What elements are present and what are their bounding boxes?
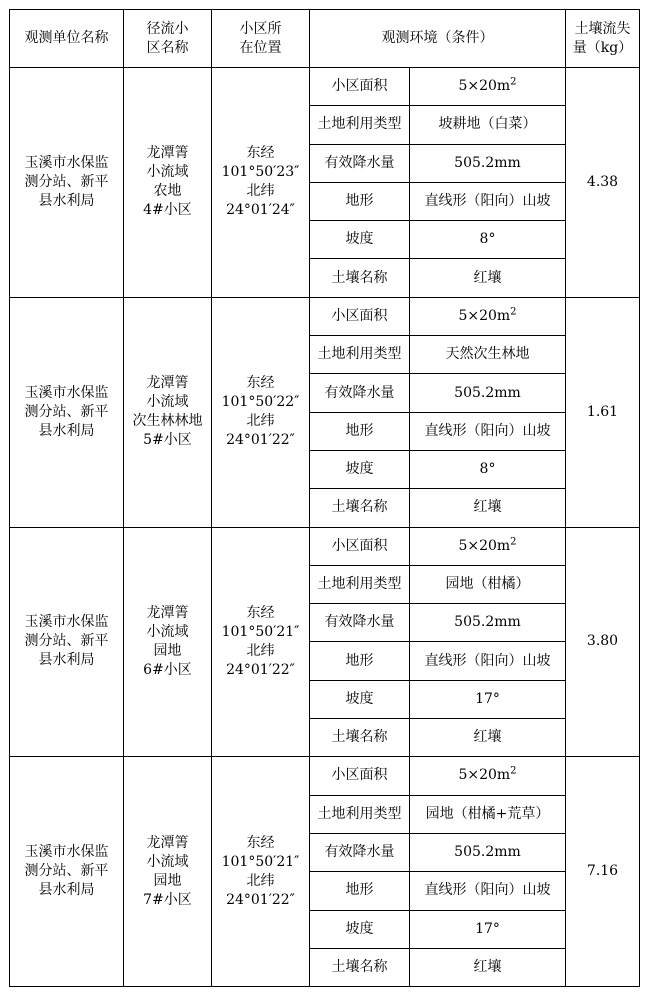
condition-value-text: 17°	[475, 920, 500, 937]
site-location-cell: 东经 101°50′21″ 北纬 24°01′22″	[212, 527, 310, 757]
condition-value	[410, 68, 566, 106]
condition-value	[410, 336, 566, 374]
condition-label: 土壤名称	[310, 489, 410, 527]
site-unit-cell: 玉溪市水保监 测分站、新平 县水利局	[10, 297, 124, 527]
soil-loss-value: 1.61	[566, 297, 640, 527]
condition-value-text: 505.2mm	[454, 614, 521, 631]
condition-value	[410, 795, 566, 833]
condition-value	[410, 948, 566, 986]
condition-value-text: 园地（柑橘）	[445, 576, 530, 592]
condition-label: 小区面积	[310, 757, 410, 795]
condition-value-text: 505.2mm	[454, 844, 521, 861]
site-watershed-cell: 龙潭箐 小流域 农地 4#小区	[124, 68, 212, 298]
site-watershed-cell: 龙潭箐 小流域 园地 7#小区	[124, 757, 212, 987]
condition-value-text: 红壤	[473, 269, 502, 286]
condition-label: 小区面积	[310, 527, 410, 565]
condition-label: 地形	[310, 872, 410, 910]
condition-value-text: 5×20m	[458, 78, 511, 95]
condition-label: 土壤名称	[310, 259, 410, 297]
condition-value	[410, 182, 566, 220]
condition-label: 有效降水量	[310, 144, 410, 182]
header-soil-loss: 土壤流失 量（kg）	[566, 10, 640, 68]
header-environment: 观测环境（条件）	[310, 10, 566, 68]
condition-value-text: 红壤	[473, 499, 502, 516]
soil-loss-value: 7.16	[566, 757, 640, 987]
condition-value	[410, 221, 566, 259]
table-row	[10, 527, 640, 565]
table-row	[10, 757, 640, 795]
condition-value-text: 直线形（阳向）山坡	[424, 882, 551, 899]
condition-label: 有效降水量	[310, 833, 410, 871]
condition-value	[410, 106, 566, 144]
site-unit-cell: 玉溪市水保监 测分站、新平 县水利局	[10, 68, 124, 298]
table-body	[10, 68, 640, 987]
condition-value	[410, 757, 566, 795]
condition-value-text: 直线形（阳向）山坡	[424, 652, 551, 669]
condition-value	[410, 259, 566, 297]
condition-value-text: 8°	[479, 231, 496, 248]
condition-value-text: 直线形（阳向）山坡	[424, 193, 551, 210]
condition-label: 土壤名称	[310, 948, 410, 986]
condition-value-text: 17°	[475, 690, 500, 707]
condition-label: 地形	[310, 642, 410, 680]
condition-value	[410, 297, 566, 335]
site-location-cell: 东经 101°50′21″ 北纬 24°01′22″	[212, 757, 310, 987]
condition-label: 有效降水量	[310, 374, 410, 412]
condition-value-text: 5×20m	[458, 767, 511, 784]
site-unit-cell: 玉溪市水保监 测分站、新平 县水利局	[10, 527, 124, 757]
condition-value	[410, 680, 566, 718]
observation-table	[9, 9, 640, 987]
condition-value	[410, 374, 566, 412]
header-location: 小区所 在位置	[212, 10, 310, 68]
condition-value	[410, 910, 566, 948]
condition-label: 地形	[310, 412, 410, 450]
condition-value-text: 园地（柑橘+荒草）	[425, 805, 550, 822]
condition-value	[410, 833, 566, 871]
site-watershed-cell: 龙潭箐 小流域 次生林林地 5#小区	[124, 297, 212, 527]
site-watershed-cell: 龙潭箐 小流域 园地 6#小区	[124, 527, 212, 757]
condition-value	[410, 642, 566, 680]
condition-value-text: 直线形（阳向）山坡	[424, 422, 551, 439]
condition-value-text: 红壤	[473, 729, 502, 746]
unit-superscript: 2	[510, 536, 517, 548]
condition-label: 小区面积	[310, 68, 410, 106]
condition-label: 坡度	[310, 221, 410, 259]
condition-value	[410, 527, 566, 565]
site-location-cell: 东经 101°50′23″ 北纬 24°01′24″	[212, 68, 310, 298]
condition-label: 小区面积	[310, 297, 410, 335]
condition-value	[410, 604, 566, 642]
header-unit: 观测单位名称	[10, 10, 124, 68]
unit-superscript: 2	[510, 76, 517, 88]
table-row	[10, 297, 640, 335]
condition-value	[410, 719, 566, 757]
condition-value	[410, 872, 566, 910]
table-header-row	[10, 10, 640, 68]
condition-value-text: 坡耕地（白菜）	[438, 116, 537, 133]
site-unit-cell: 玉溪市水保监 测分站、新平 县水利局	[10, 757, 124, 987]
condition-label: 地形	[310, 182, 410, 220]
condition-value-text: 5×20m	[458, 307, 511, 324]
condition-value-text: 505.2mm	[454, 384, 521, 401]
header-watershed: 径流小 区名称	[124, 10, 212, 68]
table-row	[10, 68, 640, 106]
unit-superscript: 2	[510, 306, 517, 318]
condition-value	[410, 144, 566, 182]
unit-superscript: 2	[510, 765, 517, 777]
soil-loss-value: 3.80	[566, 527, 640, 757]
condition-label: 土地利用类型	[310, 795, 410, 833]
condition-label: 土地利用类型	[310, 106, 410, 144]
condition-value	[410, 450, 566, 488]
condition-label: 坡度	[310, 910, 410, 948]
condition-value	[410, 412, 566, 450]
condition-label: 土地利用类型	[310, 336, 410, 374]
condition-value-text: 天然次生林地	[445, 346, 530, 363]
condition-value-text: 5×20m	[458, 537, 511, 554]
condition-label: 坡度	[310, 450, 410, 488]
condition-label: 土地利用类型	[310, 565, 410, 603]
condition-value	[410, 565, 566, 603]
condition-label: 有效降水量	[310, 604, 410, 642]
document-page	[9, 9, 640, 987]
condition-label: 坡度	[310, 680, 410, 718]
condition-label: 土壤名称	[310, 719, 410, 757]
condition-value-text: 红壤	[473, 958, 502, 975]
condition-value	[410, 489, 566, 527]
site-location-cell: 东经 101°50′22″ 北纬 24°01′22″	[212, 297, 310, 527]
condition-value-text: 505.2mm	[454, 154, 521, 171]
condition-value-text: 8°	[479, 461, 496, 478]
soil-loss-value: 4.38	[566, 68, 640, 298]
